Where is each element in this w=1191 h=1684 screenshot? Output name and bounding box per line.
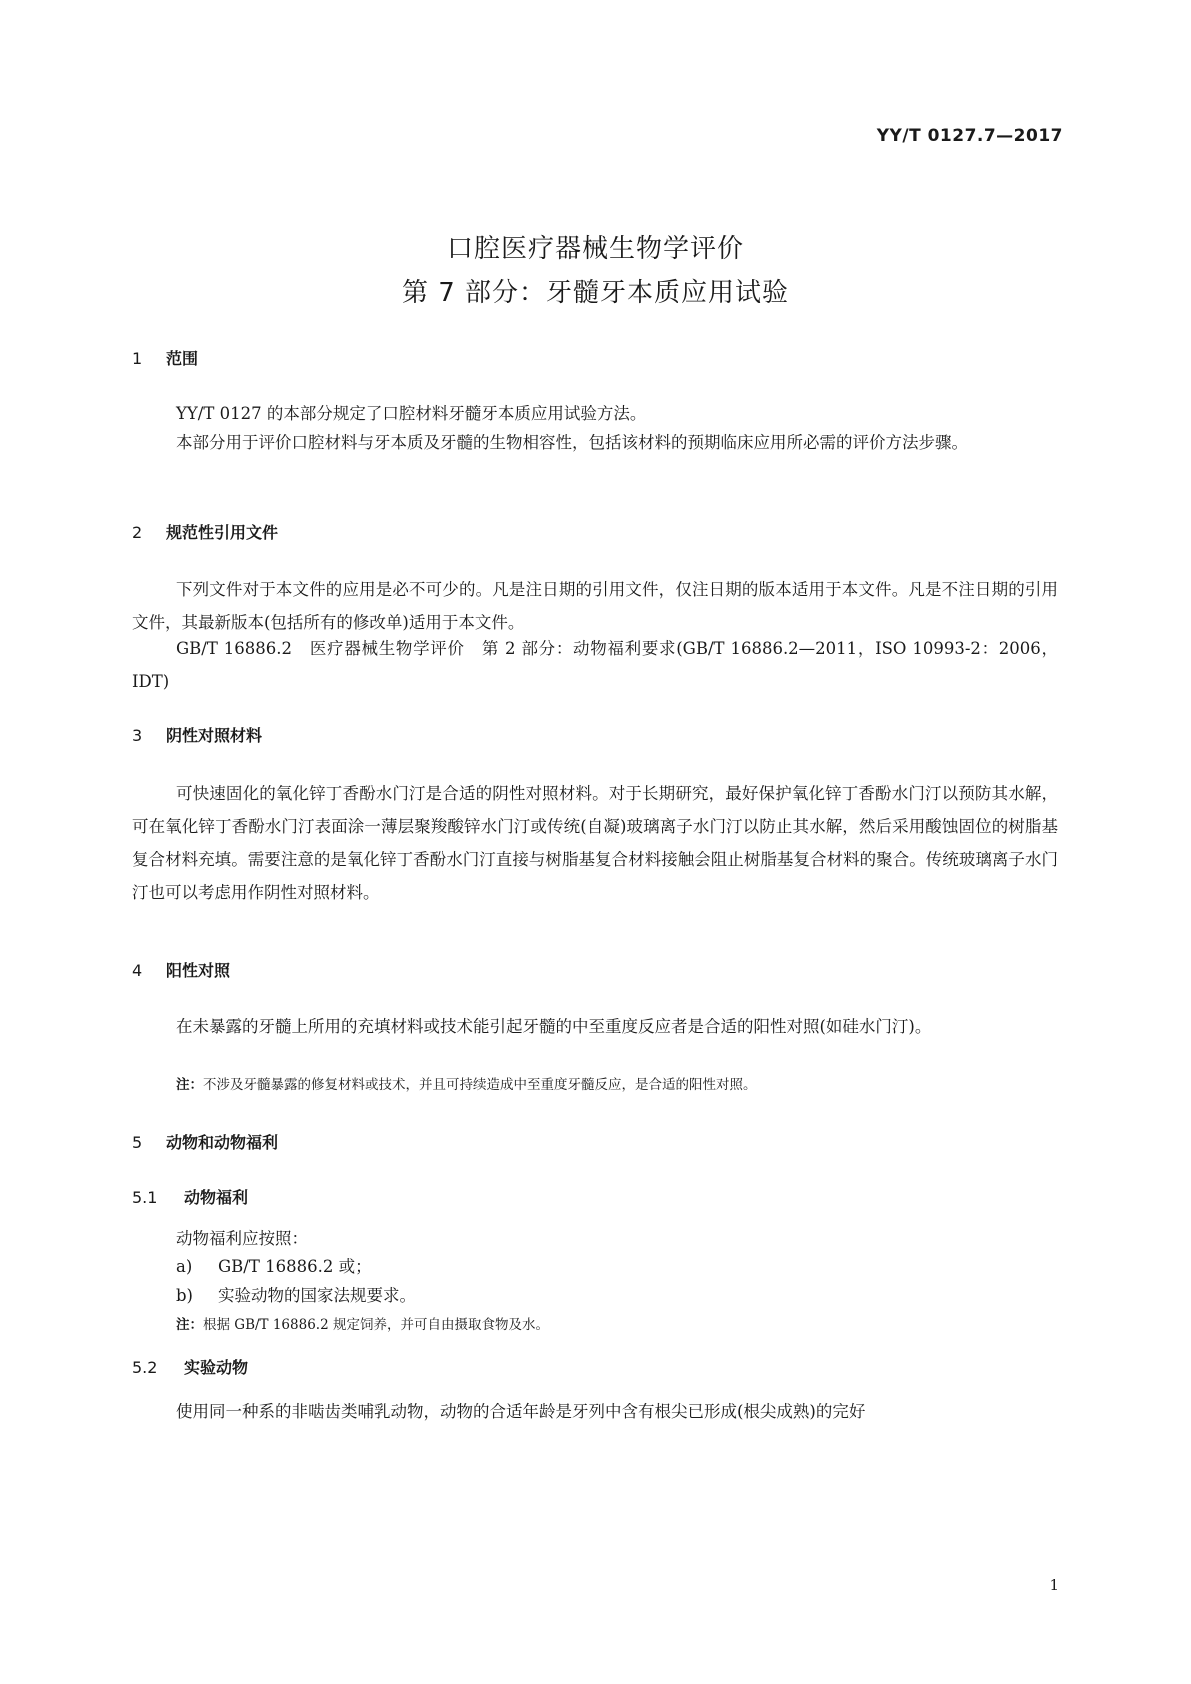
section-3-paragraph-1: 可快速固化的氧化锌丁香酚水门汀是合适的阴性对照材料。对于长期研究，最好保护氧化锌丁香酚水门汀以预防其水解，可在氧化锌丁香酚水门汀表面涂一薄层聚羧酸锌水门汀或传统(自凝)玻璃离子水门汀以防止其水解，然后采用酸蚀固位的树脂基复合材料充填。需要注意的是氧化锌丁香酚水门汀直接与树脂基复合材料接触会阻止树脂基复合材料的聚合。传统玻璃离子水门汀也可以考虑用作阴性对照材料。 — [132, 784, 1058, 902]
section-3-heading — [132, 723, 262, 746]
section-title: 动物福利 — [184, 1188, 249, 1207]
section-4-note — [176, 1074, 757, 1096]
section-number: 4 — [132, 961, 143, 980]
note-label: 注： — [176, 1077, 203, 1093]
list-item-text: 实验动物的国家法规要求。 — [218, 1286, 416, 1305]
section-1-paragraph-2: 本部分用于评价口腔材料与牙本质及牙髓的生物相容性，包括该材料的预期临床应用所必需的评价方法步骤。 — [176, 433, 968, 452]
section-5-heading — [132, 1130, 278, 1153]
document-code: YY/T 0127.7—2017 — [876, 126, 1063, 146]
section-number: 5.1 — [132, 1188, 158, 1207]
section-5-2-paragraph-1: 使用同一种系的非啮齿类哺乳动物，动物的合适年龄是牙列中含有根尖已形成(根尖成熟)的完好 — [176, 1402, 866, 1421]
section-title: 规范性引用文件 — [166, 523, 279, 542]
note-text: 根据 GB/T 16886.2 规定饲养，并可自由摄取食物及水。 — [203, 1317, 549, 1333]
section-4-heading — [132, 958, 230, 981]
document-title-line2: 第 7 部分：牙髓牙本质应用试验 — [401, 278, 790, 308]
document-title-line1: 口腔医疗器械生物学评价 — [446, 234, 744, 264]
section-title: 实验动物 — [184, 1358, 249, 1377]
section-1-paragraph-1: YY/T 0127 的本部分规定了口腔材料牙髓牙本质应用试验方法。 — [176, 404, 647, 423]
list-item-text: GB/T 16886.2 或； — [218, 1257, 372, 1276]
list-marker: a) — [176, 1257, 193, 1276]
section-5-1-intro: 动物福利应按照： — [176, 1229, 308, 1248]
section-number: 2 — [132, 523, 143, 542]
section-number: 5 — [132, 1133, 143, 1152]
section-title: 动物和动物福利 — [166, 1133, 279, 1152]
section-number: 3 — [132, 726, 143, 745]
section-2-paragraph-1: 下列文件对于本文件的应用是必不可少的。凡是注日期的引用文件，仅注日期的版本适用于本文件。凡是不注日期的引用文件，其最新版本(包括所有的修改单)适用于本文件。 — [132, 580, 1058, 632]
section-number: 1 — [132, 349, 143, 368]
section-2-heading — [132, 520, 278, 543]
section-1-heading — [132, 346, 198, 369]
section-4-paragraph-1: 在未暴露的牙髓上所用的充填材料或技术能引起牙髓的中至重度反应者是合适的阳性对照(如硅水门汀)。 — [176, 1017, 932, 1036]
note-label: 注： — [176, 1317, 203, 1333]
section-title: 阳性对照 — [166, 961, 231, 980]
note-text: 不涉及牙髓暴露的修复材料或技术，并且可持续造成中至重度牙髓反应，是合适的阳性对照。 — [203, 1077, 757, 1093]
list-item-b — [176, 1279, 416, 1312]
section-5-1-heading — [132, 1185, 248, 1208]
page-number: 1 — [1049, 1576, 1059, 1594]
list-marker: b) — [176, 1286, 193, 1305]
section-5-2-heading — [132, 1355, 248, 1378]
section-title: 阴性对照材料 — [166, 726, 263, 745]
section-5-1-note — [176, 1314, 549, 1336]
section-number: 5.2 — [132, 1358, 158, 1377]
section-title: 范围 — [166, 349, 199, 368]
section-2-reference: GB/T 16886.2 医疗器械生物学评价 第 2 部分：动物福利要求(GB/T 16886.2—2011，ISO 10993-2：2006，IDT) — [132, 639, 1058, 691]
